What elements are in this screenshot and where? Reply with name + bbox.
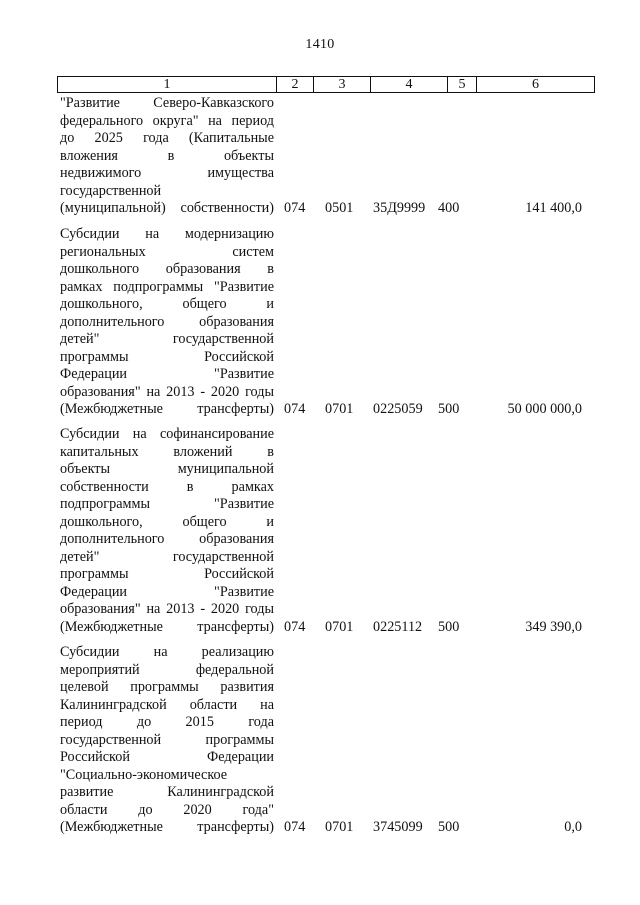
cell-c6: 50 000 000,0 [507,401,582,417]
description-line: дошкольного, общего и [60,296,274,312]
description-line: программы Российской [60,566,274,582]
header-col-3: 3 [314,77,371,93]
row-description [60,95,274,218]
row-description [60,644,274,837]
cell-c5: 500 [438,618,460,635]
description-line: рамках подпрограммы "Развитие [60,278,274,295]
description-line: детей" государственной [60,331,274,347]
description-line: образования" на 2013 - 2020 годы [60,383,274,400]
description-line: собственности в рамках [60,478,274,495]
description-line: программы Российской [60,348,274,365]
description-line: целевой программы развития [60,679,274,695]
description-line: Российской Федерации [60,749,274,765]
cell-c3: 0701 [325,819,354,835]
description-line: (муниципальной) собственности) [60,200,274,216]
table-header [57,76,595,93]
description-line: дополнительного образования [60,531,274,547]
description-line: недвижимого имущества [60,165,274,181]
page-number: 1410 [305,37,335,52]
description-line: региональных систем [60,243,274,260]
description-line: Федерации "Развитие [60,583,274,600]
header-col-6: 6 [477,77,595,93]
description-line: дополнительного образования [60,313,274,330]
cell-c4: 0225059 [373,401,423,417]
cell-c2: 074 [284,200,306,216]
description-line: образования" на 2013 - 2020 годы [60,601,274,617]
description-line: государственной [60,182,162,199]
description-line: Федерации "Развитие [60,366,274,382]
cell-c3: 0701 [325,401,354,417]
header-col-4: 4 [371,77,448,93]
description-line: Субсидии на модернизацию [60,226,274,242]
description-line: "Социально-экономическое [60,766,228,783]
description-line: государственной программы [60,731,274,748]
description-line: капитальных вложений в [60,443,274,460]
cell-c3: 0501 [325,200,354,216]
description-line: области до 2020 года" [60,801,274,818]
description-line: Субсидии на софинансирование [60,426,274,442]
description-line: до 2025 года (Капитальные [60,130,274,146]
description-line: детей" государственной [60,548,274,565]
description-line: дошкольного образования в [60,261,274,277]
cell-c5: 400 [438,200,460,216]
header-col-5: 5 [448,77,477,93]
description-line: подпрограммы "Развитие [60,496,274,512]
description-line: мероприятий федеральной [60,661,274,678]
cell-c6: 141 400,0 [525,200,582,216]
cell-c5: 500 [438,819,460,835]
cell-c3: 0701 [325,618,354,635]
description-line: вложения в объекты [60,147,274,164]
cell-c2: 074 [284,819,306,835]
row-description [60,426,274,636]
description-line: (Межбюджетные трансферты) [60,401,274,417]
cell-c5: 500 [438,401,460,417]
description-line: "Развитие Северо-Кавказского [60,95,274,111]
description-line: (Межбюджетные трансферты) [60,819,274,835]
description-line: Калининградской области на [60,696,274,713]
description-line: (Межбюджетные трансферты) [60,618,274,635]
description-line: Субсидии на реализацию [60,644,274,660]
description-line: федерального округа" на период [60,112,274,129]
description-line: период до 2015 года [60,714,274,730]
header-col-1: 1 [58,77,277,93]
description-line: объекты муниципальной [60,461,274,477]
header-col-2: 2 [277,77,314,93]
description-line: развитие Калининградской [60,784,274,800]
cell-c4: 35Д9999 [373,200,426,216]
cell-c6: 0,0 [564,819,582,835]
description-line: дошкольного, общего и [60,513,274,530]
cell-c2: 074 [284,401,306,417]
cell-c4: 0225112 [373,618,423,635]
cell-c2: 074 [284,618,306,635]
cell-c4: 3745099 [373,819,423,835]
row-description [60,226,274,419]
cell-c6: 349 390,0 [525,618,582,635]
